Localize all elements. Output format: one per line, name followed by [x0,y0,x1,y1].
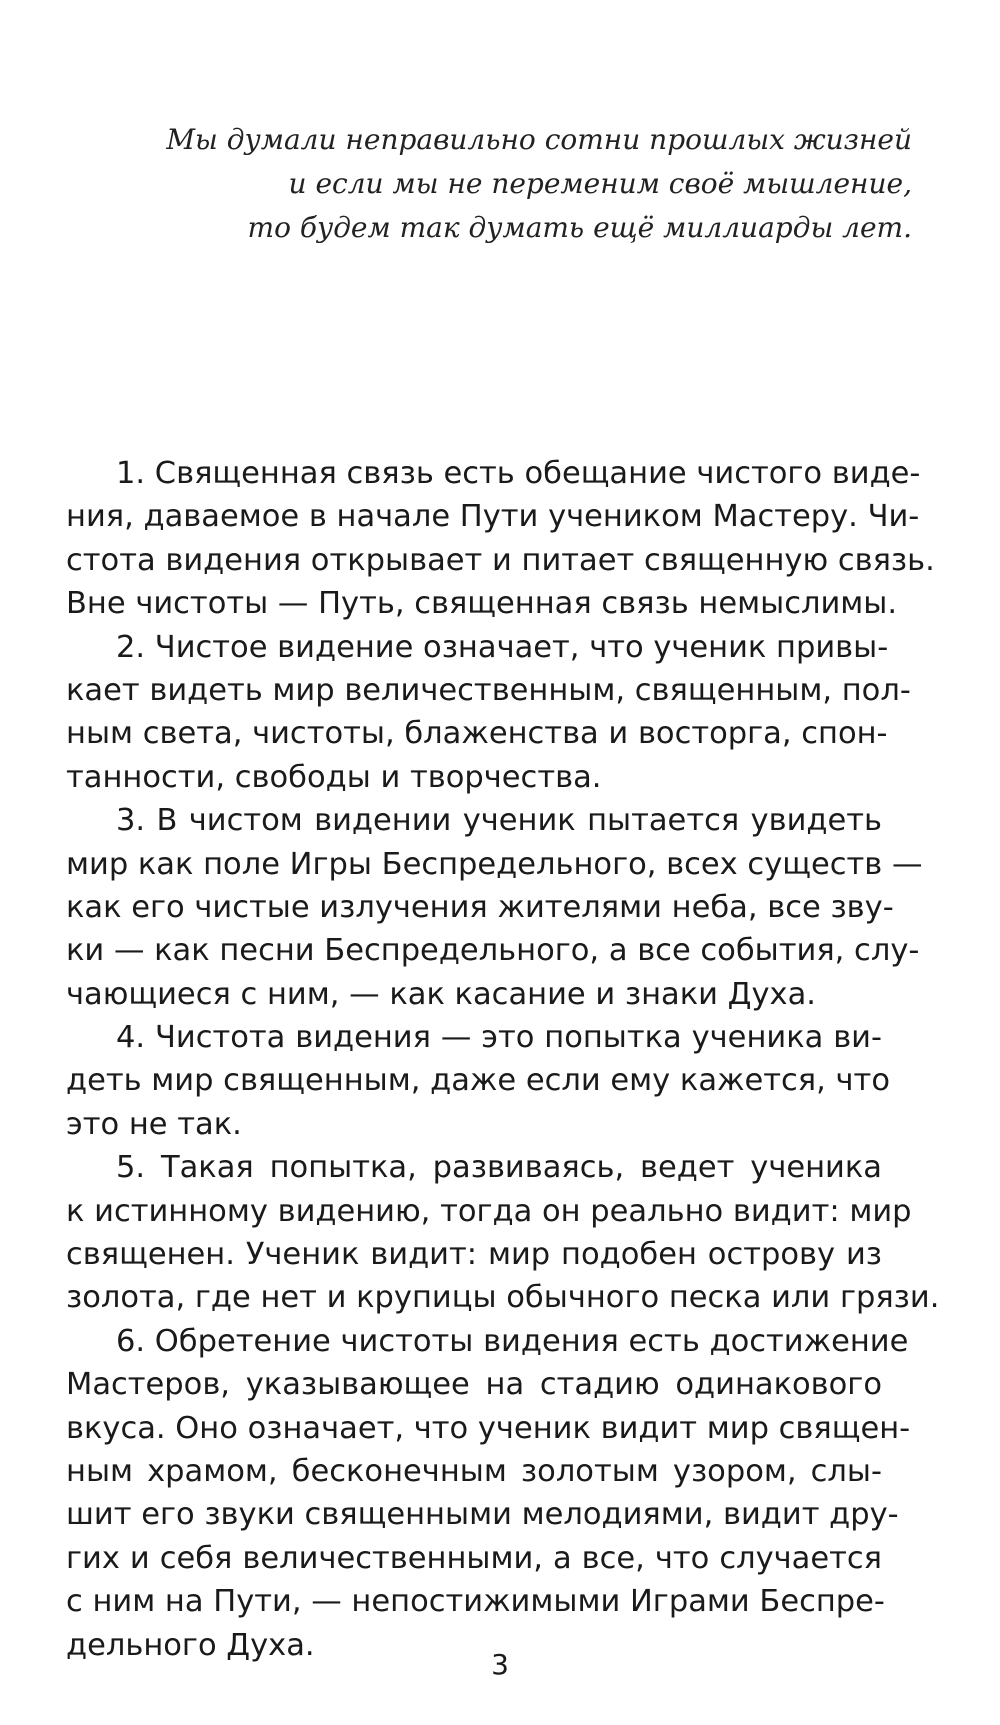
text-line: с ним на Пути, — непостижимыми Играми Беспре- [66,1584,885,1620]
text-line: ки — как песни Беспредельного, а все события, слу- [66,933,920,969]
epigraph-line: и если мы не переменим своё мышление, [288,167,912,200]
epigraph-line: Мы думали неправильно сотни прошлых жизней [166,123,912,156]
text-line: священен. Ученик видит: мир подобен острову из [66,1237,882,1273]
text-line: деть мир священным, даже если ему кажется, что [66,1063,890,1099]
text-line: как его чистые излучения жителями неба, все зву- [66,889,894,925]
main-text [66,452,940,1667]
text-line: 2. Чистое видение означает, что ученик привы- [116,629,889,665]
text-line: кает видеть мир величественным, священным, пол- [66,672,911,708]
text-line: 4. Чистота видения — это попытка ученика ви- [116,1020,882,1056]
paragraph-2 [66,626,911,800]
text-line: танности, свободы и творчества. [66,759,602,795]
epigraph-line: то будем так думать ещё миллиарды лет. [247,211,912,244]
text-line: шит его звуки священными мелодиями, видит дру- [66,1497,899,1533]
text-line: гих и себя величественными, а все, что случается [66,1540,882,1576]
text-line: это не так. [66,1106,242,1142]
text-line: 1. Священная связь есть обещание чистого виде- [116,456,921,491]
text-line: 6. Обретение чистоты видения есть достижение [116,1323,909,1359]
text-line: ным света, чистоты, блаженства и восторга, спон- [66,716,888,752]
text-line: 5. Такая попытка, развиваясь, ведет ученика [116,1150,882,1186]
text-line: Мастеров, указывающее на стадию одинакового [66,1367,882,1403]
text-line: к истинному видению, тогда он реально видит: мир [66,1193,912,1229]
paragraph-1 [66,452,935,626]
text-line: Вне чистоты — Путь, священная связь немыслимы. [66,586,898,622]
paragraph-6 [66,1320,911,1667]
text-line: золота, где нет и крупицы обычного песка или грязи. [66,1280,940,1316]
text-line: вкуса. Оно означает, что ученик видит мир священ- [66,1410,911,1446]
text-line: мир как поле Игры Беспредельного, всех существ — [66,846,923,882]
text-line: 3. В чистом видении ученик пытается увидеть [116,803,882,839]
paragraph-4 [66,1016,890,1146]
text-line: чающиеся с ним, — как касание и знаки Духа. [66,976,816,1012]
text-line: стота видения открывает и питает священную связь. [66,542,935,578]
text-line: ния, даваемое в начале Пути учеником Мастеру. Чи- [66,499,920,535]
paragraph-5 [66,1146,940,1320]
paragraph-3 [66,799,923,1016]
text-line: ным храмом, бесконечным золотым узором, слы- [66,1453,882,1489]
epigraph [152,118,912,250]
page-number: 3 [491,1648,509,1681]
text-line: дельного Духа. [66,1627,315,1663]
